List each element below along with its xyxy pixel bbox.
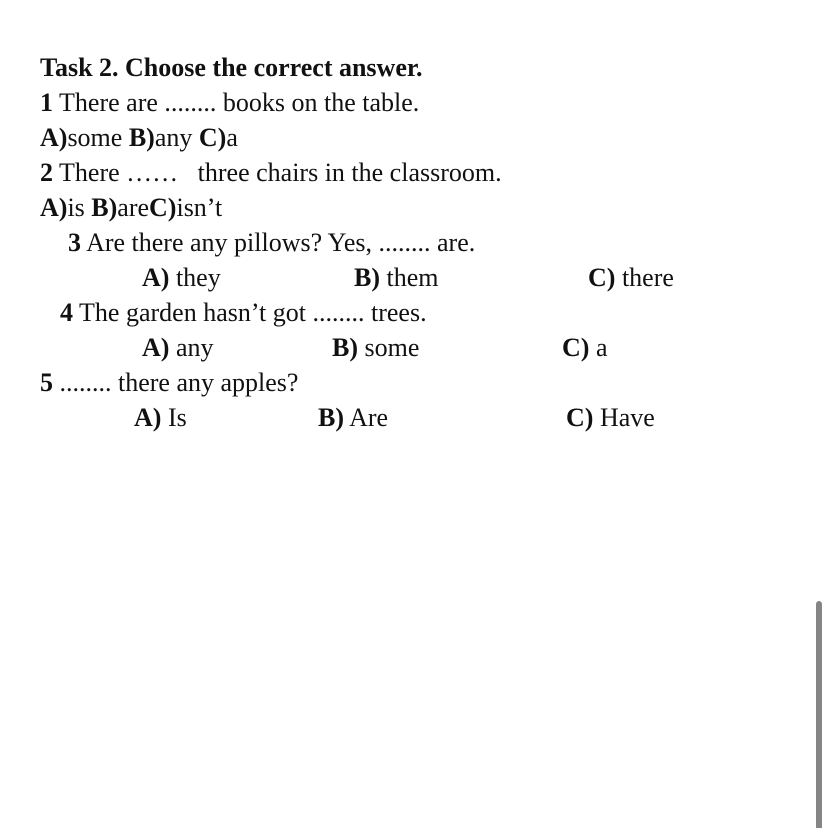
option-label: A) (142, 333, 170, 362)
option-label: B) (354, 263, 380, 292)
option-text: a (226, 123, 238, 152)
option-text: some (358, 333, 420, 362)
title-text: Task 2. Choose the correct answer. (40, 53, 423, 82)
question-text: The garden hasn’t got ........ trees. (73, 298, 427, 327)
question-text: There …… three chairs in the classroom. (53, 158, 502, 187)
option-text: there (615, 263, 674, 292)
vertical-scrollbar[interactable] (816, 601, 822, 828)
option-label: B) (91, 193, 118, 222)
option-text: Is (161, 403, 187, 432)
question-4-option-b (332, 333, 419, 363)
option-text: isn’t (176, 193, 223, 222)
question-text: There are ........ books on the table. (53, 88, 420, 117)
option-label: B) (318, 403, 344, 432)
question-number: 3 (68, 228, 81, 257)
question-number: 1 (40, 88, 53, 117)
option-text: are (117, 193, 150, 222)
question-text: Are there any pillows? Yes, ........ are. (81, 228, 476, 257)
option-text: they (169, 263, 221, 292)
question-number: 2 (40, 158, 53, 187)
option-label: A) (142, 263, 170, 292)
question-4-option-a (142, 333, 213, 363)
task-title (40, 53, 423, 83)
option-label: A) (134, 403, 162, 432)
option-text: Are (344, 403, 389, 432)
option-label: C) (149, 193, 177, 222)
option-label: A) (40, 193, 68, 222)
question-text: ........ there any apples? (53, 368, 299, 397)
question-1 (40, 88, 419, 118)
question-4-option-c (562, 333, 607, 363)
question-3-option-b (354, 263, 439, 293)
question-3-option-c (588, 263, 674, 293)
option-text: them (380, 263, 439, 292)
question-3-option-a (142, 263, 221, 293)
option-text: some (67, 123, 129, 152)
question-number: 5 (40, 368, 53, 397)
question-2-options (40, 193, 222, 223)
question-4 (60, 298, 427, 328)
question-5-option-b (318, 403, 388, 433)
question-1-options (40, 123, 238, 153)
option-label: B) (128, 123, 155, 152)
question-5-option-c (566, 403, 655, 433)
option-text: is (67, 193, 92, 222)
option-label: A) (40, 123, 68, 152)
option-label: C) (562, 333, 590, 362)
question-3 (68, 228, 475, 258)
option-text: any (154, 123, 199, 152)
question-number: 4 (60, 298, 73, 327)
question-5-option-a (134, 403, 187, 433)
option-text: any (169, 333, 214, 362)
option-label: C) (588, 263, 616, 292)
option-text: Have (593, 403, 655, 432)
option-label: C) (198, 123, 227, 152)
question-5 (40, 368, 298, 398)
option-text: a (589, 333, 608, 362)
option-label: C) (566, 403, 594, 432)
question-2 (40, 158, 502, 188)
option-label: B) (332, 333, 358, 362)
